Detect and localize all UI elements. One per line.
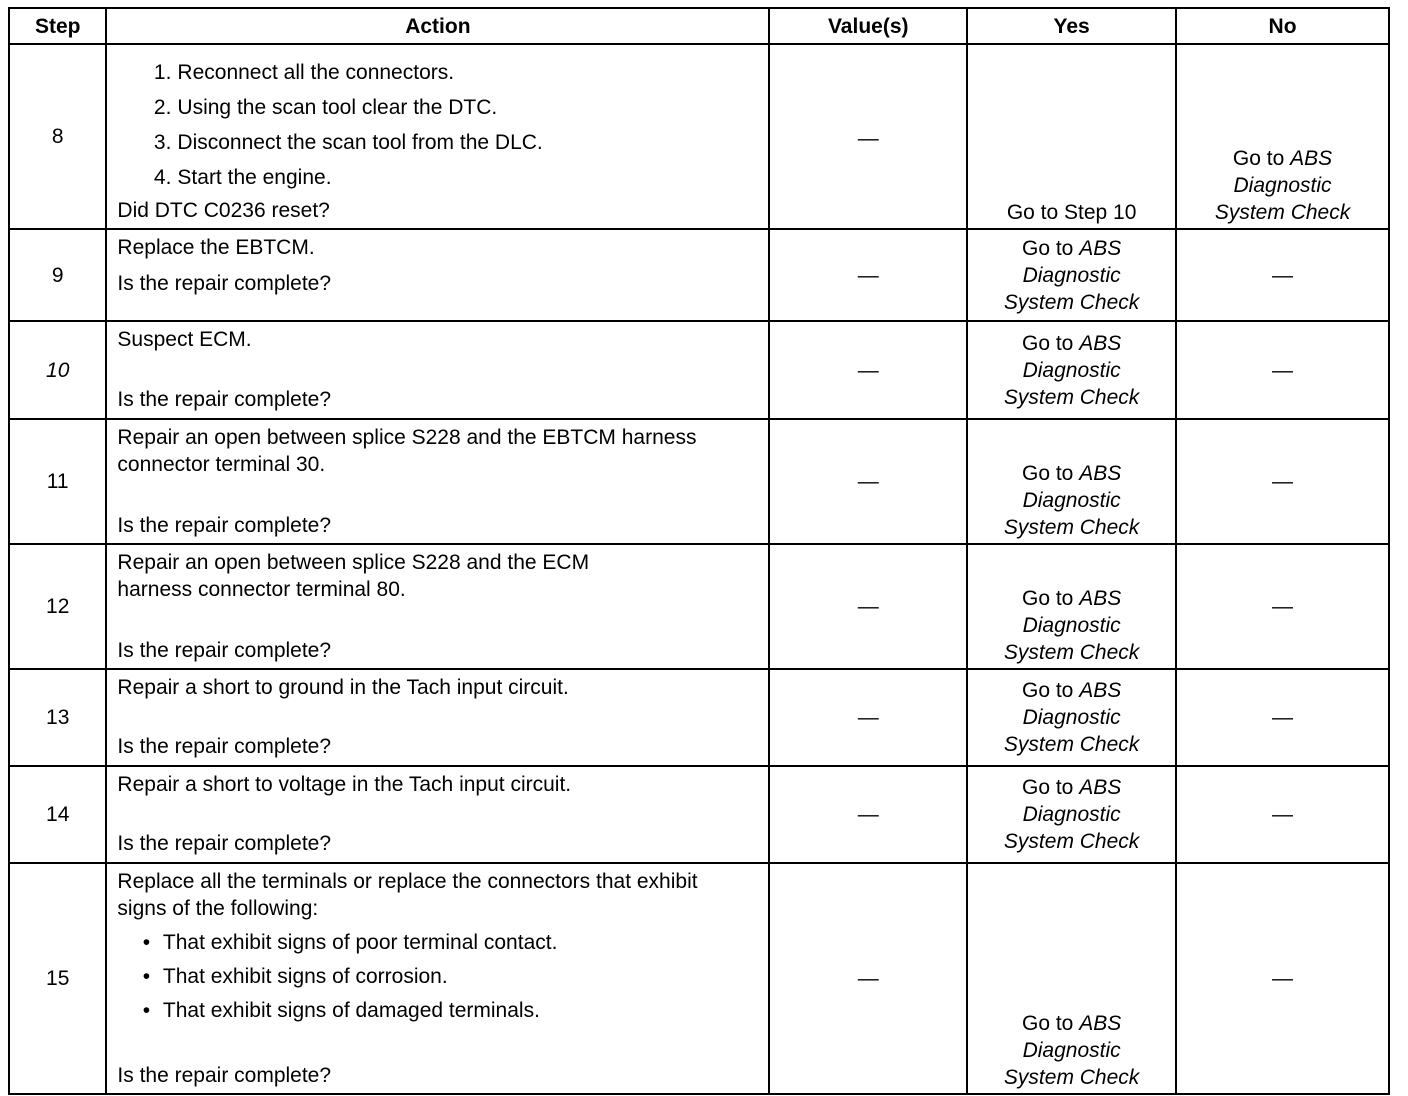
action-cell: Repair an open between splice S228 and the EBTCM harness connector terminal 30. Is the repair complete?: [106, 419, 769, 544]
no-cell: —: [1176, 766, 1389, 863]
header-step: Step: [9, 8, 106, 44]
yes-cell: Go to ABS Diagnostic System Check: [967, 766, 1176, 863]
yes-cell: Go to ABS Diagnostic System Check: [967, 669, 1176, 766]
table-row: [9, 863, 1389, 1094]
yes-cell: Go to ABS Diagnostic System Check: [967, 419, 1176, 544]
yes-cell: Go to ABS Diagnostic System Check: [967, 321, 1176, 419]
substep-list: [117, 55, 758, 195]
step-number: 8: [9, 44, 106, 229]
table-row: [9, 544, 1389, 669]
no-cell: —: [1176, 544, 1389, 669]
value-cell: —: [769, 863, 967, 1094]
action-cell: Suspect ECM. Is the repair complete?: [106, 321, 769, 419]
yes-cell: Go to Step 10: [967, 44, 1176, 229]
substep: 3. Disconnect the scan tool from the DLC.: [153, 131, 543, 154]
bullet-item: • That exhibit signs of poor terminal contact.: [142, 931, 558, 954]
header-no: No: [1176, 8, 1389, 44]
step-number: 9: [9, 229, 106, 321]
header-values: Value(s): [769, 8, 967, 44]
step-number: 12: [9, 544, 106, 669]
yes-cell: Go to ABS Diagnostic System Check: [967, 544, 1176, 669]
step-number: 15: [9, 863, 106, 1094]
no-cell: —: [1176, 229, 1389, 321]
table-row: [9, 44, 1389, 229]
no-cell: —: [1176, 419, 1389, 544]
no-cell: —: [1176, 669, 1389, 766]
table-row: [9, 229, 1389, 321]
table-row: [9, 669, 1389, 766]
value-cell: —: [769, 544, 967, 669]
step-number: 10: [9, 321, 106, 419]
action-cell: [106, 44, 769, 229]
action-cell: Replace the EBTCM. Is the repair complete?: [106, 229, 769, 321]
step-number: 11: [9, 419, 106, 544]
substep: 4. Start the engine.: [153, 166, 332, 189]
table-row: [9, 321, 1389, 419]
action-cell: Repair a short to ground in the Tach input circuit. Is the repair complete?: [106, 669, 769, 766]
no-cell: Go to ABS Diagnostic System Check: [1176, 44, 1389, 229]
value-cell: —: [769, 44, 967, 229]
yes-cell: Go to ABS Diagnostic System Check: [967, 863, 1176, 1094]
no-cell: —: [1176, 321, 1389, 419]
value-cell: —: [769, 669, 967, 766]
no-cell: —: [1176, 863, 1389, 1094]
header-action: Action: [106, 8, 769, 44]
header-yes: Yes: [967, 8, 1176, 44]
step-number: 14: [9, 766, 106, 863]
yes-cell: Go to ABS Diagnostic System Check: [967, 229, 1176, 321]
action-cell: Repair an open between splice S228 and the ECM harness connector terminal 80. Is the repair complete?: [106, 544, 769, 669]
action-cell: Replace all the terminals or replace the connectors that exhibit signs of the following: • That exhibit signs of poor terminal contact. • That exhibit signs of corrosion. • That exhibit signs of damaged terminals. Is the repair complete?: [106, 863, 769, 1094]
action-cell: Repair a short to voltage in the Tach input circuit. Is the repair complete?: [106, 766, 769, 863]
bullet-list: [117, 926, 758, 1028]
question-text: Did DTC C0236 reset?: [117, 199, 330, 222]
diagnostic-table: [8, 7, 1390, 1095]
header-row: [9, 8, 1389, 44]
value-cell: —: [769, 766, 967, 863]
bullet-item: • That exhibit signs of damaged terminals.: [142, 999, 540, 1022]
table-row: [9, 419, 1389, 544]
table-row: [9, 766, 1389, 863]
step-number: 13: [9, 669, 106, 766]
value-cell: —: [769, 321, 967, 419]
value-cell: —: [769, 229, 967, 321]
value-cell: —: [769, 419, 967, 544]
substep: 1. Reconnect all the connectors.: [153, 61, 455, 84]
substep: 2. Using the scan tool clear the DTC.: [153, 96, 498, 119]
bullet-item: • That exhibit signs of corrosion.: [142, 965, 448, 988]
